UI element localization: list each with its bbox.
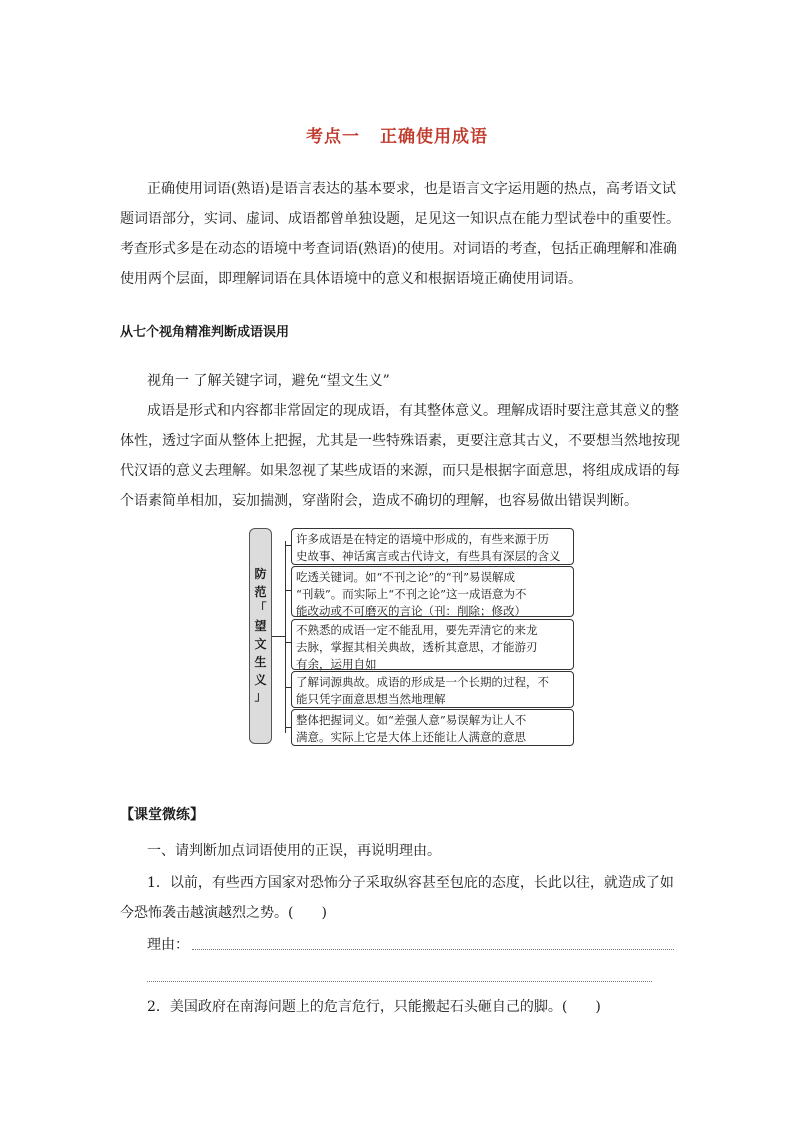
reason-answer-line[interactable] (192, 949, 674, 950)
angle-line: 成语是形式和内容都非常固定的现成语，有其整体意义。理解成语时要注意其意义的整 (147, 403, 679, 419)
box-line: 整体把握词义。如“差强人意”易误解为让人不 (296, 713, 527, 727)
box-line: 不熟悉的成语一定不能乱用，要先弄清它的来龙 (296, 623, 538, 637)
box-line: 去脉，掌握其相关典故，透析其意思，才能游刃 (296, 640, 538, 654)
question-1-cont (120, 898, 680, 928)
intro-line: 正确使用词语(熟语)是语言表达的基本要求，也是语言文字运用题的热点，高考语文试 (147, 181, 676, 197)
diagram-box (291, 566, 574, 617)
answer-paren-open: ( (561, 999, 568, 1015)
box-line: 了解词源典故。成语的形成是一个长期的过程，不 (296, 675, 549, 689)
practice-instruction: 一、请判断加点词语使用的正误，再说明理由。 (147, 843, 441, 859)
intro-paragraph (120, 174, 690, 294)
box-line: “刊载”。而实际上“不刊之论”这一成语意为不 (296, 587, 527, 601)
page-title (0, 122, 794, 147)
question-2-text: 2．美国政府在南海问题上的危言危行，只能搬起石头砸自己的脚。 (147, 999, 562, 1015)
box-line: 史故事、神话寓言或古代诗文，有些具有深层的含义 (296, 549, 561, 563)
reason-answer-line[interactable] (147, 981, 652, 982)
side-char: 文 (254, 637, 267, 651)
side-char: 范 (254, 585, 267, 599)
side-char: 望 (254, 619, 267, 633)
question-1-line: 1．以前，有些西方国家对恐怖分子采取纵容甚至包庇的态度，长此以往，就造成了如 (147, 875, 674, 891)
intro-line: 使用两个层面，即理解词语在具体语境中的意义和根据语境正确使用词语。 (120, 271, 582, 287)
intro-line: 考查形式多是在动态的语境中考查词语(熟语)的使用。对词语的考查，包括正确理解和准确 (120, 241, 677, 257)
diagram-box (291, 528, 574, 565)
title-part-1: 考点一 (306, 127, 360, 147)
box-line: 有余，运用自如 (296, 657, 377, 671)
brace-line (285, 541, 286, 733)
diagram-box (291, 619, 574, 670)
side-char: 义 (254, 673, 267, 687)
box-line: 许多成语是在特定的语境中形成的，有些来源于历 (296, 532, 549, 546)
answer-paren-close: ) (595, 999, 601, 1015)
question-1-line: 今恐怖袭击越演越烈之势。 (120, 905, 288, 921)
box-line: 能只凭字面意思想当然地理解 (296, 692, 446, 706)
reason-label: 理由： (147, 937, 189, 953)
answer-paren-close: ) (321, 905, 327, 921)
angle-line: 体性，透过字面从整体上把握，尤其是一些特殊语素，更要注意其古义，不要想当然地按现 (120, 433, 680, 449)
box-line: 能改动或不可磨灭的言论（刊：削除；修改） (296, 604, 526, 618)
diagram-box (291, 671, 574, 708)
diagram-side-label (249, 528, 272, 744)
diagram-box (291, 709, 574, 746)
question-2 (147, 992, 707, 1022)
side-char: 生 (254, 655, 267, 669)
side-char: 」 (254, 689, 267, 703)
answer-paren-open: ( (288, 905, 294, 921)
side-char: 「 (254, 601, 267, 615)
box-line: 满意。实际上它是大体上还能让人满意的意思 (296, 730, 526, 744)
angle-title: 视角一 了解关键字词，避免“望文生义” (147, 373, 390, 389)
angle-line: 个语素简单相加，妄加揣测，穿凿附会，造成不确切的理解，也容易做出错误判断。 (120, 493, 638, 509)
brace-connector (272, 636, 285, 637)
side-char: 防 (254, 567, 267, 581)
box-line: 吃透关键词。如“不刊之论”的“刊”易误解成 (296, 570, 516, 584)
angle-paragraph (120, 366, 690, 516)
section-heading: 从七个视角精准判断成语误用 (120, 325, 290, 340)
practice-heading: 【课堂微练】 (120, 807, 204, 823)
question-1 (147, 868, 707, 898)
angle-line: 代汉语的意义去理解。如果忽视了某些成语的来源，而只是根据字面意思，将组成成语的每 (120, 463, 680, 479)
intro-line: 题词语部分，实词、虚词、成语都曾单独设题，足见这一知识点在能力型试卷中的重要性。 (120, 211, 680, 227)
title-part-2: 正确使用成语 (380, 127, 488, 147)
